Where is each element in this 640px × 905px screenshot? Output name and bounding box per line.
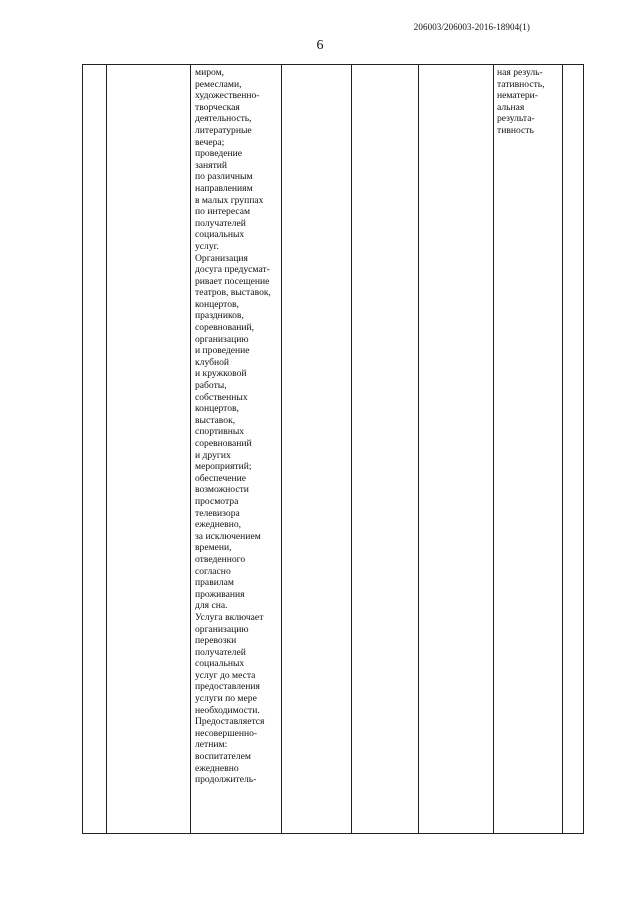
text-line: театров, выставок, [195, 287, 271, 299]
effectiveness-cell [497, 67, 561, 137]
text-line: услуг. [195, 240, 219, 252]
text-line: ежедневно, [195, 519, 242, 531]
text-line: ежедневно [195, 762, 239, 774]
text-line: результа- [497, 113, 535, 125]
text-line: тивность [497, 124, 534, 136]
text-line: предоставления [195, 681, 260, 693]
text-line: занятий [195, 159, 228, 171]
column-divider [493, 65, 494, 833]
text-line: возможности [195, 484, 249, 496]
text-line: услуг до места [195, 669, 256, 681]
service-description-cell [195, 67, 291, 786]
text-line: и других [195, 449, 231, 461]
text-line: Организация [195, 252, 248, 264]
text-line: ривает посещение [195, 275, 270, 287]
text-line: альная [497, 101, 525, 113]
text-line: клубной [195, 356, 230, 368]
text-line: проживания [195, 588, 245, 600]
text-line: телевизора [195, 507, 240, 519]
text-line: получателей [195, 217, 246, 229]
text-line: направлениям [195, 182, 253, 194]
text-line: досуга предусмат- [195, 264, 270, 276]
column-divider [351, 65, 352, 833]
text-line: за исключением [195, 530, 261, 542]
text-line: творческая [195, 101, 240, 113]
text-line: концертов, [195, 298, 239, 310]
text-line: соревнований, [195, 322, 255, 334]
text-line: ремеслами, [195, 78, 242, 90]
text-line: организацию [195, 623, 249, 635]
text-line: в малых группах [195, 194, 264, 206]
text-line: проведение [195, 148, 242, 160]
text-line: спортивных [195, 426, 245, 438]
text-line: ная резуль- [497, 67, 543, 78]
text-line: для сна. [195, 600, 228, 612]
text-line: организацию [195, 333, 249, 345]
text-line: работы, [195, 380, 227, 392]
text-line: и проведение [195, 345, 250, 357]
text-line: отведенного [195, 553, 246, 565]
text-line: получателей [195, 646, 246, 658]
text-line: концертов, [195, 403, 239, 415]
text-line: продолжитель- [195, 774, 257, 786]
text-line: Предоставляется [195, 716, 265, 728]
text-line: и кружковой [195, 368, 247, 380]
text-line: необходимости. [195, 704, 260, 716]
text-line: мероприятий; [195, 461, 252, 473]
text-line: тативность, [497, 78, 545, 90]
text-line: вечера; [195, 136, 225, 148]
text-line: собственных [195, 391, 248, 403]
text-line: по различным [195, 171, 253, 183]
document-id: 206003/206003-2016-18904(1) [413, 22, 530, 32]
page-number: 6 [316, 38, 324, 53]
text-line: обеспечение [195, 472, 247, 484]
column-divider [418, 65, 419, 833]
column-divider [106, 65, 107, 833]
text-line: воспитателем [195, 751, 251, 763]
text-line: летним: [195, 739, 228, 751]
column-divider [190, 65, 191, 833]
text-line: миром, [195, 67, 225, 78]
text-line: правилам [195, 577, 234, 589]
text-line: Услуга включает [195, 611, 264, 623]
text-line: социальных [195, 229, 245, 241]
text-line: несовершенно- [195, 727, 258, 739]
text-line: праздников, [195, 310, 244, 322]
text-line: выставок, [195, 414, 236, 426]
text-line: социальных [195, 658, 245, 670]
text-line: услуги по мере [195, 693, 257, 705]
text-line: по интересам [195, 206, 251, 218]
column-divider [562, 65, 563, 833]
text-line: просмотра [195, 495, 239, 507]
continuation-table [82, 64, 584, 834]
text-line: художественно- [195, 90, 260, 102]
text-line: согласно [195, 565, 231, 577]
text-line: времени, [195, 542, 232, 554]
text-line: соревнований [195, 438, 252, 449]
text-line: литературные [195, 124, 252, 136]
text-line: деятельность, [195, 113, 252, 125]
text-line: нематери- [497, 90, 538, 102]
text-line: перевозки [195, 635, 237, 647]
